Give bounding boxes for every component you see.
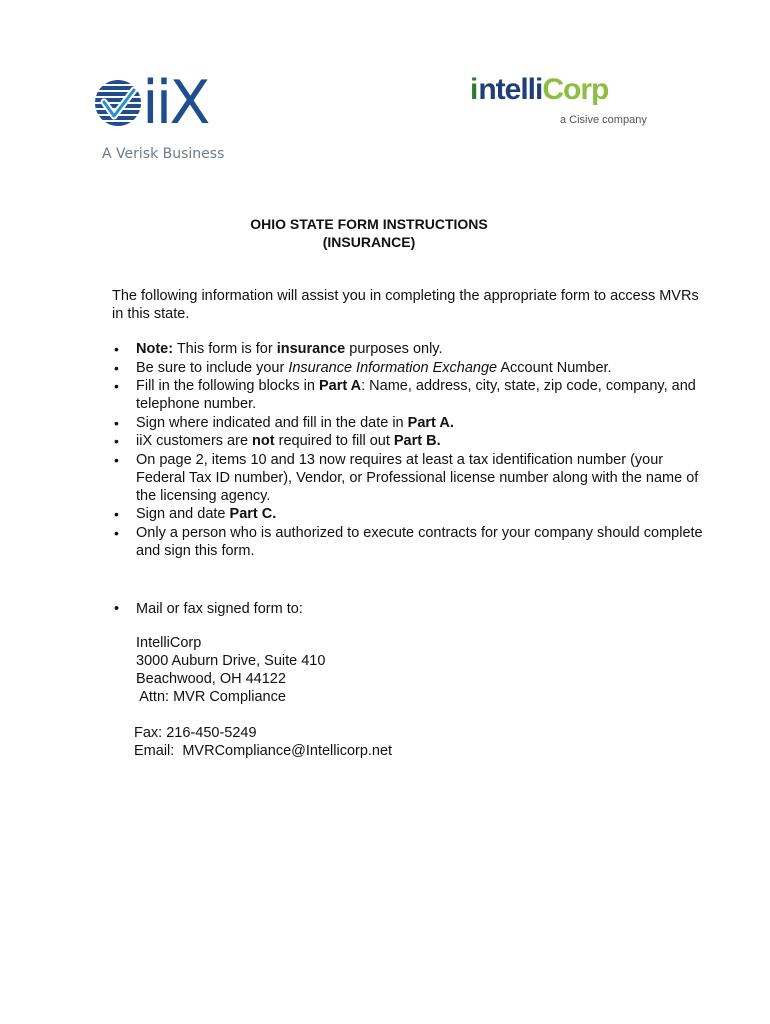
intellicorp-word-intelli: ntelli [478,73,543,106]
iix-wordmark: iiX [142,68,208,138]
intro-paragraph: The following information will assist you in completing the appropriate form to access MVRs in this state. [112,288,699,322]
list-item: • Sign where indicated and fill in the date in Part A. [112,414,712,432]
iix-tagline: A Verisk Business [102,146,225,162]
address-attn: Attn: MVR Compliance [136,689,286,705]
list-item: • Mail or fax signed form to: [112,600,712,618]
list-item: • Note: This form is for insurance purposes only. [112,340,712,358]
address-street: 3000 Auburn Drive, Suite 410 [136,653,326,669]
intellicorp-word-corp: Corp [542,73,609,106]
email-address: Email: MVRCompliance@Intellicorp.net [134,743,393,759]
document-title: OHIO STATE FORM INSTRUCTIONS [250,216,488,232]
iix-globe-icon [94,72,142,134]
intellicorp-subtitle: a Cisive company [560,114,647,126]
mailing-address [136,634,325,706]
list-item: • Only a person who is authorized to execute contracts for your company should complete and sign this form. [112,524,712,560]
intellicorp-logo [470,70,650,130]
mail-instruction [112,600,712,618]
list-item: • iiX customers are not required to fill out Part B. [112,432,712,450]
instruction-list [112,340,712,560]
address-company: IntelliCorp [136,635,202,651]
list-item: • Sign and date Part C. [112,505,712,523]
iix-logo [94,68,225,168]
intellicorp-wordmark [470,70,608,115]
contact-info [134,724,392,760]
intellicorp-i-mark: i [470,73,479,106]
document-subtitle: (INSURANCE) [322,234,416,250]
address-city: Beachwood, OH 44122 [136,671,286,687]
fax-number: Fax: 216-450-5249 [134,725,257,741]
list-item: • Fill in the following blocks in Part A: Name, address, city, state, zip code, company, and telephone number. [112,377,712,413]
list-item: • On page 2, items 10 and 13 now requires at least a tax identification number (your Federal Tax ID number), Vendor, or Professional license number along with the name of the licensing agency. [112,451,712,505]
list-item: • Be sure to include your Insurance Information Exchange Account Number. [112,359,712,377]
